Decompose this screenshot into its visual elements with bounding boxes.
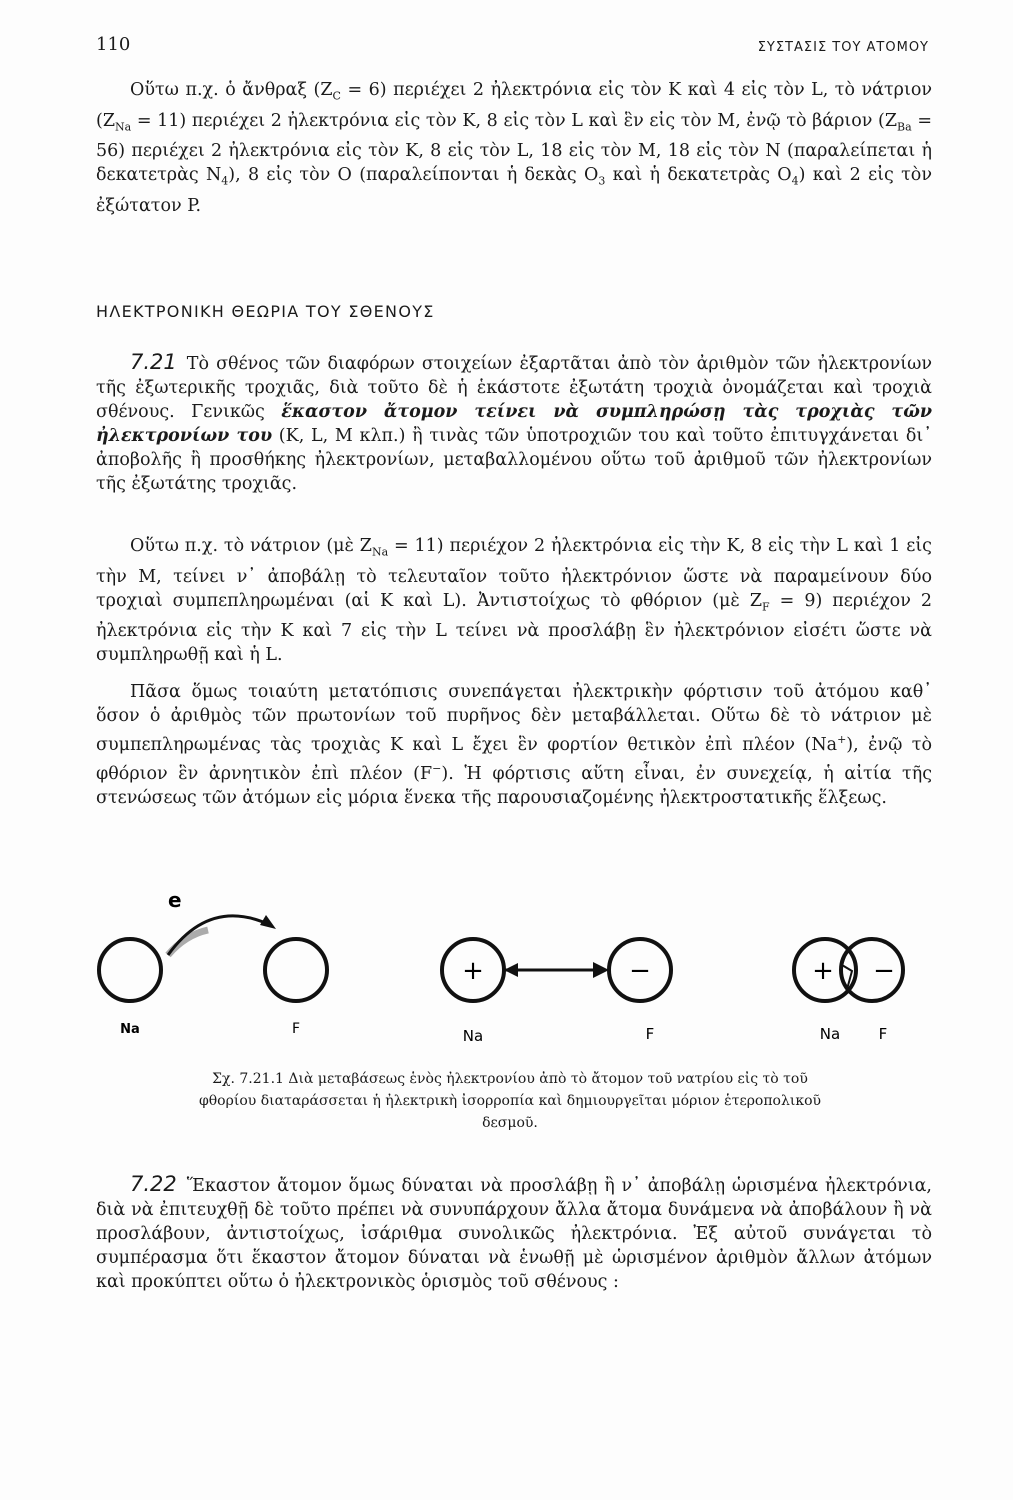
caption-text: Διὰ μεταβάσεως ἑνὸς ἠλεκτρονίου ἀπὸ τὸ ἄτομον τοῦ νατρίου εἰς τὸ τοῦ φθορίου διαταράσσεται ἡ ἠλεκτρικὴ ἰσορροπία καὶ δημιουργεῖται μόριον ἑτεροπολικοῦ δεσμοῦ.	[198, 1071, 822, 1131]
section-heading: ΗΛΕΚΤΡΟΝΙΚΗ ΘΕΩΡΙΑ ΤΟΥ ΣΘΕΝΟΥΣ	[96, 302, 435, 321]
caption-label: Σχ. 7.21.1	[212, 1071, 284, 1087]
label-na-2: Na	[462, 1027, 484, 1045]
intro-paragraph: Οὕτω π.χ. ὁ ἄνθραξ $(Z_C = 6)$ περιέχει 2 ἠλεκτρόνια εἰς τὸν Κ καὶ 4 εἰς τὸν L, τὸ νάτριον $(Z_{Na} = 11)$ περιέχει 2 ἠλεκτρόνια εἰς τὸν K, 8 εἰς τὸν L καὶ ἓν εἰς τὸν M, ἐνῷ τὸ βάριον $(Z_{Ba} = 56)$ περιέχει 2 ἠλεκτρόνια εἰς τὸν K, 8 εἰς τὸν L, 18 εἰς τὸν M, 18 εἰς τὸν N (παραλείπεται ἡ δεκατετρὰς $N_4$), 8 εἰς τὸν O (παραλείπονται ἡ δεκὰς $O_3$ καὶ ἡ δεκατετρὰς $O_4$) καὶ 2 εἰς τὸν ἐξώτατον P.	[96, 80, 932, 216]
page-number: 110	[96, 34, 131, 55]
minus-sign-1: −	[629, 956, 651, 986]
figure-caption	[190, 1068, 830, 1134]
label-f-1: F	[291, 1021, 301, 1037]
section-7-22-paragraph: 7.22 Ἕκαστον ἄτομον ὅμως δύναται νὰ προσλάβῃ ἢ ν᾽ ἀποβάλῃ ὡρισμένα ἠλεκτρόνια, διὰ νὰ ἐπιτευχθῇ δὲ τοῦτο πρέπει νὰ συνυπάρχουν ἄλλα ἄτομα δυνάμενα νὰ ἀποβάλουν ἢ νὰ προσλάβουν, ἀντιστοίχως, ἰσάριθμα συνολικῶς ἠλεκτρόνια. Ἐξ αὐτοῦ συνάγεται τὸ συμπέρασμα ὅτι ἕκαστον ἄτομον δύναται νὰ ἑνωθῇ μὲ ὡρισμένον ἀριθμὸν ἄλλων ἀτόμων καὶ προκύπτει οὕτω ὁ ἠλεκτρονικὸς ὁρισμὸς τοῦ σθένους :	[96, 1172, 932, 1292]
plus-sign-2: +	[812, 956, 834, 986]
emphasis-text: ἕκαστον ἄτομον τείνει νὰ συμπληρώσῃ τὰς τροχιὰς τῶν ἠλεκτρονίων του	[96, 402, 932, 446]
label-na-3: Na	[819, 1025, 841, 1043]
attraction-arrowhead-right	[593, 962, 609, 978]
charge-paragraph: Πᾶσα ὅμως τοιαύτη μετατόπισις συνεπάγεται ἠλεκτρικὴν φόρτισιν τοῦ ἀτόμου καθ᾽ ὅσον ὁ ἀριθμὸς τῶν πρωτονίων τοῦ πυρῆνος δὲν μεταβάλλεται. Οὕτω δὲ τὸ νάτριον μὲ συμπεπληρωμένας τὰς τροχιὰς K καὶ L ἔχει ἓν φορτίον θετικὸν ἐπὶ πλέον (Na+), ἐνῷ τὸ φθόριον ἓν ἀρνητικὸν ἐπὶ πλέον (F−). Ἡ φόρτισις αὕτη εἶναι, ἐν συνεχείᾳ, ἡ αἰτία τῆς στενώσεως τῶν ἀτόμων εἰς μόρια ἕνεκα τῆς παρουσιαζομένης ἠλεκτροστατικῆς ἕλξεως.	[96, 682, 932, 808]
section-number-7-22: 7.22	[130, 1172, 177, 1196]
plus-sign-1: +	[462, 956, 484, 986]
section-number-7-21: 7.21	[130, 350, 177, 374]
electron-transfer-figure	[90, 885, 930, 1055]
electron-transfer-arrow	[168, 916, 270, 955]
na-atom-circle-1	[99, 939, 161, 1001]
section-7-21-paragraph: 7.21 Τὸ σθένος τῶν διαφόρων στοιχείων ἐξαρτᾶται ἀπὸ τὸν ἀριθμὸν τῶν ἠλεκτρονίων τῆς ἐξωτερικῆς τροχιᾶς, διὰ τοῦτο δὲ ἡ ἑκάστοτε ἐξωτάτη τροχιὰ ὀνομάζεται καὶ τροχιὰ σθένους. Γενικῶς ἕκαστον ἄτομον τείνει νὰ συμπληρώσῃ τὰς τροχιὰς τῶν ἠλεκτρονίων του (K, L, M κλπ.) ἢ τινὰς τῶν ὑποτροχιῶν του καὶ τοῦτο ἐπιτυγχάνεται δι᾽ ἀποβολῆς ἢ προσθήκης ἠλεκτρονίων, μεταβαλλομένου οὕτω τοῦ ἀριθμοῦ τῶν ἠλεκτρονίων τῆς ἐξωτάτης τροχιᾶς.	[96, 350, 932, 494]
running-title: ΣΥΣΤΑΣΙΣ ΤΟΥ ΑΤΟΜΟΥ	[757, 40, 929, 55]
label-na-1: Na	[120, 1022, 140, 1037]
electron-label: e	[168, 888, 182, 912]
f-atom-circle-1	[265, 939, 327, 1001]
attraction-arrowhead-left	[504, 963, 518, 977]
sodium-paragraph: Οὕτω π.χ. τὸ νάτριον (μὲ $Z_{Na} = 11$) περιέχον 2 ἠλεκτρόνια εἰς τὴν K, 8 εἰς τὴν L καὶ 1 εἰς τὴν M, τείνει ν᾽ ἀποβάλῃ τὸ τελευταῖον τοῦτο ἠλεκτρόνιον ὥστε νὰ παραμείνουν δύο τροχιαὶ συμπεπληρωμέναι (αἱ K καὶ L). Ἀντιστοίχως τὸ φθόριον (μὲ $Z_F = 9$) περιέχον 2 ἠλεκτρόνια εἰς τὴν K καὶ 7 εἰς τὴν L τείνει νὰ προσλάβῃ ἓν ἠλεκτρόνιον εἰσέτι ὥστε νὰ συμπληρωθῇ καὶ ἡ L.	[96, 536, 932, 665]
label-f-2: F	[645, 1025, 655, 1043]
label-f-3: F	[878, 1025, 888, 1043]
minus-sign-2: −	[873, 956, 895, 986]
electron-arrowhead	[260, 915, 276, 929]
